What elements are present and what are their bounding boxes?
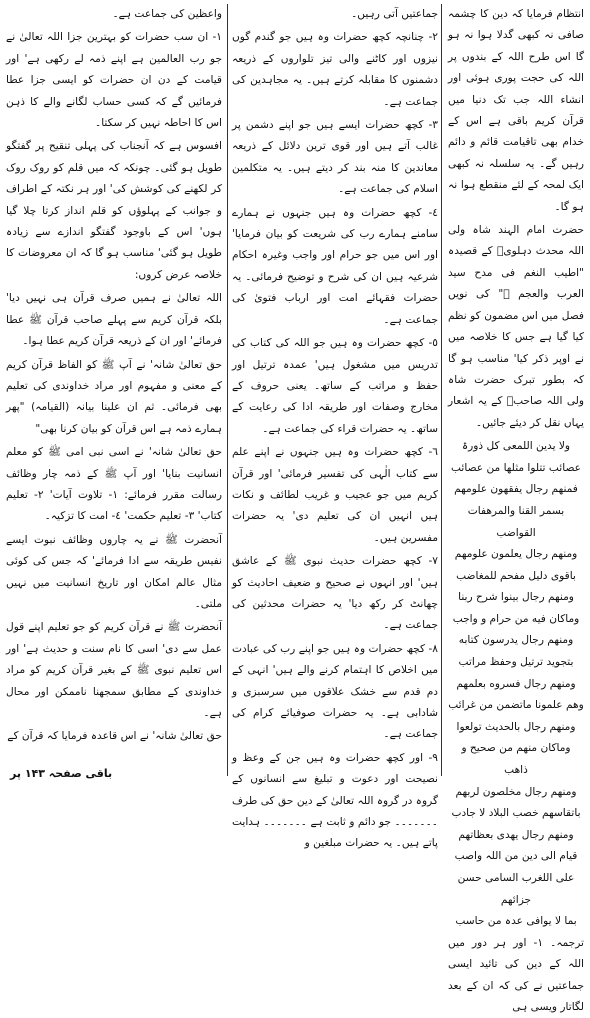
left-paragraph: اللہ تعالیٰ نے ہمیں صرف قرآن ہی نہیں دیا' بلکہ قرآن کریم سے پہلے صاحب قرآن ﷺ عطا فرمائے' اور ان کے ذریعہ قرآن کریم عطا ہوا۔ [6,292,222,348]
arabic-poem [448,436,584,933]
poem-line: ومنهم رجال بینوا شرح ربنا [458,591,574,604]
poem-line: قیام الی دین من اللہ واصب [454,850,578,863]
left-paragraph: حق تعالیٰ شانہ' نے اس قاعدہ فرمایا کہ قرآن کے [7,730,222,743]
column-left [6,4,222,778]
group-paragraph: ٢- چنانچہ کچھ حضرات وہ ہیں جو گندم گوں نیزوں اور کاٹنے والی تیز تلواروں کے ذریعہ دشمنوں کا مقابلہ کرتے ہیں۔ یہ مجاہدین کی جماعت ہے۔ [232,31,438,108]
middle-intro-line: جماعتیں آتی رہیں۔ [351,8,438,20]
right-main-paragraph: حضرت امام الہند شاہ ولی اللہ محدث دہلویؒ کے قصیدہ "اطیب النغم فی مدح سید العرب والعجم ﷺ" کی نویں فصل میں اس مضمون کو نظم کیا گیا ہے جس کا خلاصہ میں نے اوپر ذکر کیا' مناسب ہو گا کہ بطور تبرک حضرت شاہ ولی اللہ صاحبؒ کے یہ اشعار یہاں نقل کر دیئے جائیں۔ [448,224,584,429]
poem-line: وماکان فیه من حرام و واجب [452,612,580,625]
poem-line: فمنهم رجال یفقهون علومهم [454,483,578,496]
left-paragraph: آنحضرت ﷺ نے قرآن کریم کو جو تعلیم اپنے قول عمل سے دی' اسی کا نام سنت و حدیث ہے' اور اس تعلیم نبوی ﷺ کے بغیر قرآن کریم کو مراد خداوندی کے مطابق سمجھنا ناممکن اور محال ہے۔ [6,621,222,719]
right-intro-paragraph: انتظام فرمایا کہ دین کا چشمہ صافی نہ کبھی گدلا ہوا نہ ہو گا اس طرح اللہ کے بندوں پر اللہ کی حجت پوری ہوئی اور انشاء اللہ جب تک دنیا میں قرآن کریم باقی ہے اس کے خدام بھی تاقیامت قائم و دائم رہیں گے۔ یہ سلسلہ نہ کبھی ایک لمحہ کے لئے منقطع ہوا نہ ہو گا۔ [448,8,584,213]
poem-line: بتجوید ترتیل وحفظ مراتب [458,656,574,669]
continued-on-page-note: باقی صفحہ ١۴٣ پر [10,767,113,780]
left-paragraph: ١- ان سب حضرات کو بہترین جزا اللہ تعالیٰ نے جو رب العالمین ہے اپنے ذمہ لے رکھی ہے' اور قیامت کے دن ان حضرات کو ایسی جزا عطا فرمائیں گے کہ کسی حساب لگانے والے کا ذہن اس کا احاطہ نہیں کر سکتا۔ [6,31,222,130]
column-right [448,4,585,1013]
column-divider [441,4,442,776]
poem-line: ومنهم رجال یعلمون علومهم [454,548,578,561]
poem-line: بسمر القنا والمرهفات القواضب [467,504,565,539]
poem-line: ومنهم رجال یهدی بعظاتهم [458,828,574,841]
poem-line: ومنهم رجال فسروه بعلمهم [456,677,576,690]
poem-line: وماکان منهم من صحیح و ذاهب [461,742,571,777]
poem-line: ومنهم رجال یدرسون کتابه [458,634,574,647]
poem-line: ومنهم رجال مخلصون لربهم [455,785,577,798]
translation-paragraph: ترجمہ۔ ١- اور ہر دور میں اللہ کے دین کی تائید ایسی جماعتیں نے کی کہ ان کے بعد لگاتار ویسی ہی [448,936,585,1013]
group-paragraph: ٧- کچھ حضرات حدیث نبوی ﷺ کے عاشق ہیں' اور انہوں نے صحیح و ضعیف احادیث کو چھانٹ کر رکھ دیا' یہ حضرات محدثین کی جماعت ہے۔ [232,555,438,632]
left-paragraph: افسوس ہے کہ آنجناب کی پہلی تنقیح پر گفتگو طویل ہو گئی۔ چونکہ کہ میں قلم کو روک روک کر لکھنے کی کوشش کی' اور ہر نکتہ کے اطراف و جوانب کے پہلوؤں کو قلم انداز کرتا چلا گیا ہوں' اس کے باوجود گفتگو اندازے سے زیادہ طویل ہو گئی' مناسب ہو گا کہ ان معروضات کا خلاصہ عرض کروں: [6,140,222,281]
group-paragraph: ٤- کچھ حضرات وہ ہیں جنہوں نے ہمارے سامنے ہمارے رب کی شریعت کو بیان فرمایا' اور اس میں جو حرام اور واجب وغیرہ احکام شرعیہ ہیں ان کی شرح و توضیح فرمائی۔ یہ حضرات فقہائے امت اور ارباب فتویٰ کی جماعت ہے۔ [232,206,438,326]
poem-line: ولا یدین اللمعی کل ذورۃ [461,440,571,453]
group-paragraph: ٥- کچھ حضرات وہ ہیں جو اللہ کی کتاب کی تدریس میں مشغول ہیں' عمدہ ترتیل اور حفظ و مراتب کے ساتھ۔ یعنی حروف کے مخارج وصفات اور طریقہ ادا کی رعایت کے ساتھ۔ یہ حضرات قراء کی جماعت ہے۔ [232,337,438,435]
left-intro-line: واعظین کی جماعت ہے۔ [112,8,222,20]
poem-line: علی اللغرب السامی حسن جزائهم [457,872,575,906]
group-paragraph: ٦- کچھ حضرات وہ ہیں جنہوں نے اپنے علم سے کتاب الٰہی کی تفسیر فرمائی' اور قرآن کریم میں جو عجیب و غریب لطائف و نکات ہیں انہیں ان کی تعلیم دی' یہ حضرات مفسرین ہیں۔ [232,446,438,544]
column-divider [227,4,228,776]
poem-line: ومنهم رجال بالحدیث تولعوا [456,720,576,733]
left-paragraph: حق تعالیٰ شانہ' نے آپ ﷺ کو الفاظ قرآن کریم کے معنی و مفہوم اور مراد خداوندی کی تعلیم بھی فرمائی۔ ثم ان علینا بیانہ (القیامہ) "پھر ہمارے ذمہ ہے اس قرآن کو بیان کرنا بھی" [6,358,222,435]
left-paragraph: حق تعالیٰ شانہ' نے اسی نبی امی ﷺ کو معلم انسانیت بنایا' اور آپ ﷺ کے ذمہ چار وظائف رسالت مقرر فرمائے: ١- تلاوت آیات' ٢- تعلیم کتاب' ٣- تعلیم حکمت' ٤- امت کا تزکیہ۔ [6,446,222,523]
poem-line: باقوی دلیل مفحم للمغاضب [456,569,576,582]
poem-line: باتقاسهم خصب البلاد لا جادب [451,807,581,820]
group-paragraph: ٣- کچھ حضرات ایسے ہیں جو اپنے دشمن پر غالب آتے ہیں اور قوی ترین دلائل کے ذریعہ معاندین کا منہ بند کر دیتے ہیں۔ یہ متکلمین اسلام کی جماعت ہے۔ [232,119,438,196]
group-paragraph: ٨- کچھ حضرات وہ ہیں جو اپنے رب کی عبادت میں اخلاص کا اہتمام کرنے والے ہیں' انہی کے دم قدم سے خشک علاقوں میں سرسبزی و شادابی ہے۔ یہ حضرات صوفیائے کرام کی جماعت ہے۔ [232,642,438,741]
poem-line: بما لا یوافی عدہ من حاسب [455,915,577,928]
poem-line: عصائب تتلوا مثلها من عصائب [451,461,581,474]
group-paragraph: ٩- اور کچھ حضرات وہ ہیں جن کے وعظ و نصیحت اور دعوت و تبلیغ سے انسانوں کے گروہ در گروہ اللہ تعالیٰ کے دین حق کی طرف ۔۔۔۔۔۔۔ جو دائم و ثابت ہے ۔۔۔۔۔۔۔ ہدایت پاتے ہیں۔ یہ حضرات مبلغین و [232,751,438,850]
column-middle [232,4,438,850]
left-paragraph: آنحضرت ﷺ نے یہ چاروں وظائف نبوت ایسے نفیس طریقہ سے ادا فرمائے' کہ جس کی کوئی مثال عالم امکان اور تاریخ انسانیت میں نہیں ملتی۔ [6,533,222,610]
poem-line: وهم علمونا ماتضمن من غرائب [448,699,584,712]
